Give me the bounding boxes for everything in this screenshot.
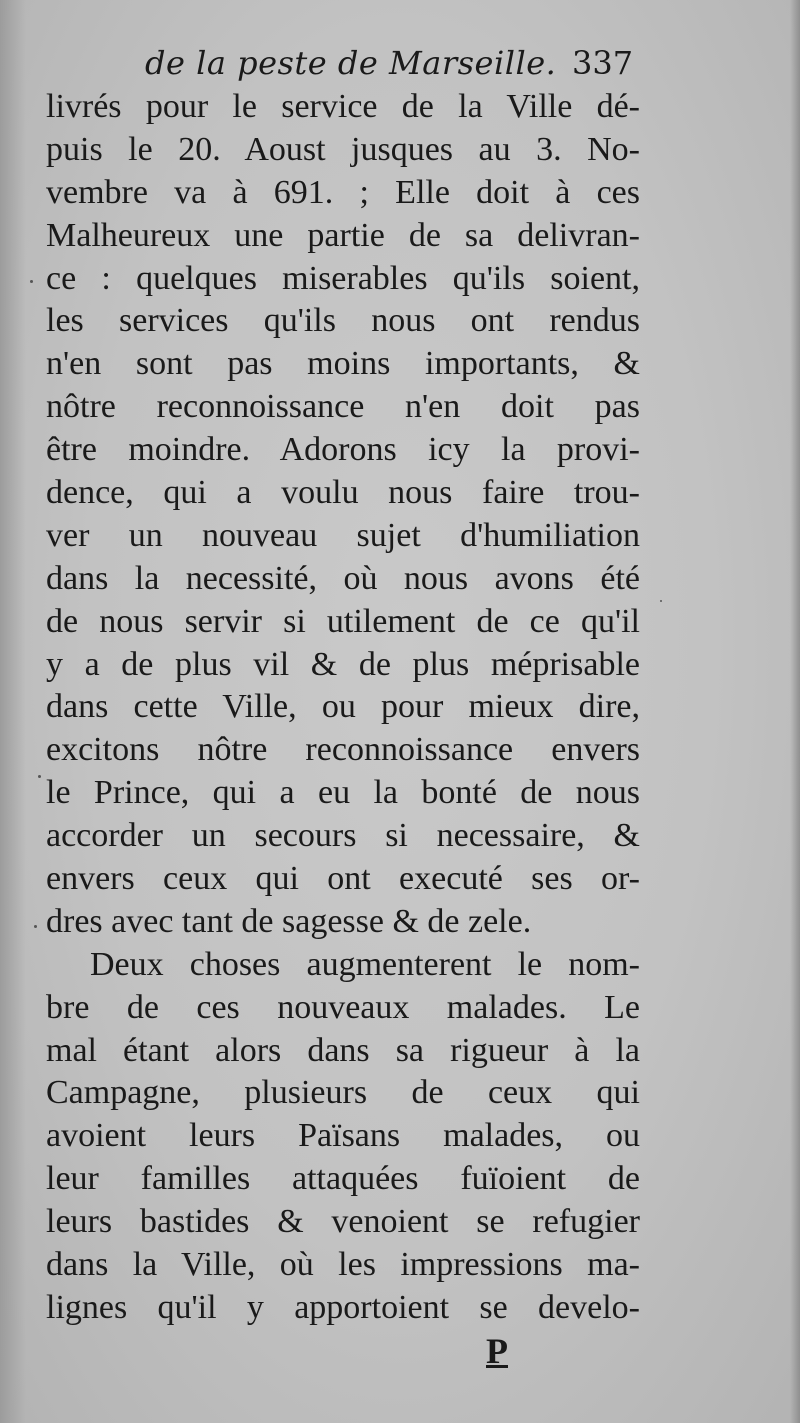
paragraph-1 <box>46 86 640 944</box>
text-line: Malheureux une partie de sa delivran- <box>46 216 640 254</box>
running-title: de la peste de Marseille. <box>145 44 557 82</box>
text-line: ver un nouveau sujet d'humiliation <box>46 516 640 554</box>
text-line: les services qu'ils nous ont rendus <box>46 302 640 340</box>
text-line: mal étant alors dans sa rigueur à la <box>46 1031 640 1069</box>
paper-speck <box>660 600 662 602</box>
text-line: dans la necessité, où nous avons été <box>46 559 640 597</box>
text-line: dans la Ville, où les impressions ma- <box>46 1246 640 1284</box>
text-line: le Prince, qui a eu la bonté de nous <box>46 774 640 812</box>
text-line: être moindre. Adorons icy la provi- <box>46 431 640 469</box>
text-line: envers ceux qui ont executé ses or- <box>46 860 640 898</box>
text-line: vembre va à 691. ; Elle doit à ces <box>46 173 640 211</box>
text-line: ce : quelques miserables qu'ils soient, <box>46 259 640 297</box>
text-line: avoient leurs Païsans malades, ou <box>46 1117 640 1155</box>
text-line: Campagne, plusieurs de ceux qui <box>46 1074 640 1112</box>
text-line: lignes qu'il y apportoient se develo- <box>46 1288 640 1326</box>
text-line: bre de ces nouveaux malades. Le <box>46 988 640 1026</box>
text-line: de nous servir si utilement de ce qu'il <box>46 602 640 640</box>
text-line: excitons nôtre reconnoissance envers <box>46 731 640 769</box>
text-line: dans cette Ville, ou pour mieux dire, <box>46 688 640 726</box>
text-line: Deux choses augmenterent le nom- <box>90 945 640 983</box>
text-line: y a de plus vil & de plus méprisable <box>46 645 640 683</box>
paper-speck <box>30 280 33 283</box>
text-line: dence, qui a voulu nous faire trou- <box>46 474 640 512</box>
text-line: leur familles attaquées fuïoient de <box>46 1160 640 1198</box>
paper-speck <box>38 775 41 778</box>
text-line: leurs bastides & venoient se refugier <box>46 1203 640 1241</box>
paragraph-2 <box>46 944 640 1330</box>
text-line: accorder un secours si necessaire, & <box>46 817 640 855</box>
running-head <box>0 42 800 92</box>
text-line: dres avec tant de sagesse & de zele. <box>46 902 532 940</box>
paper-speck <box>34 925 37 928</box>
text-line: puis le 20. Aoust jusques au 3. No- <box>46 130 640 168</box>
text-line: livrés pour le service de la Ville dé- <box>46 88 640 125</box>
text-line: nôtre reconnoissance n'en doit pas <box>46 388 640 426</box>
signature-mark: P <box>486 1331 508 1371</box>
text-line: n'en sont pas moins importants, & <box>46 345 640 383</box>
page-number: 337 <box>572 44 634 82</box>
body-text <box>46 86 640 1330</box>
